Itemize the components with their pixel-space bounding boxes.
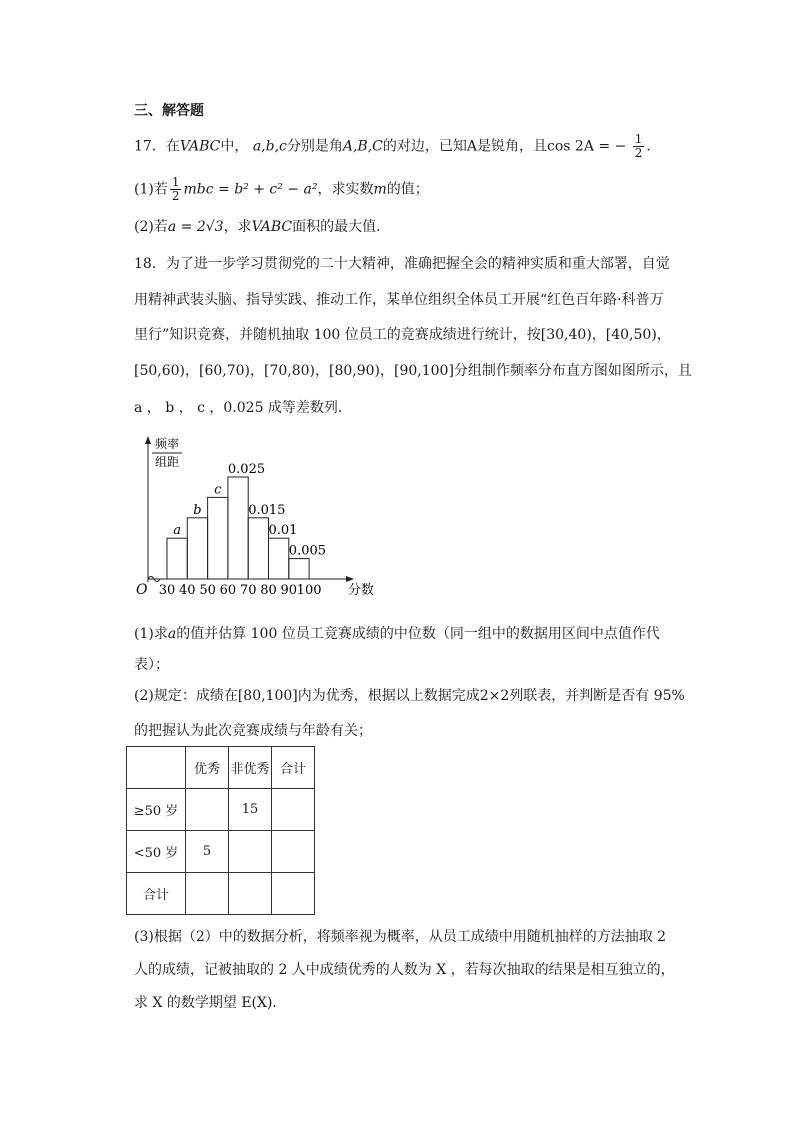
histogram-bar <box>208 497 228 579</box>
q18-line-2: 用精神武装头脑、指导实践、推动工作，某单位组织全体员工开展“红色百年路·科普万 <box>134 292 664 308</box>
q17-part1: (1)若 $\frac{1}{2}$ mbc = b² + c² − a²，求实数m的值； <box>134 175 429 203</box>
x-tick-label: 50 <box>199 583 216 598</box>
histogram-bar <box>167 538 187 579</box>
q18-line-1: 18．为了进一步学习贯彻党的二十大精神，准确把握全会的精神实质和重大部署，自觉 <box>134 256 670 272</box>
origin-label: O <box>136 582 148 598</box>
x-tick-label: 90 <box>280 583 298 598</box>
ylabel-bottom: 组距 <box>154 455 180 469</box>
q18-part2-line-1: (2)规定：成绩在[80,100]内为优秀，根据以上数据完成2×2列联表，并判断是否有 95% <box>134 688 685 704</box>
x-tick-label: 60 <box>219 583 237 598</box>
x-tick-label: 40 <box>179 583 196 598</box>
section-title: 三、解答题 <box>134 103 204 119</box>
q18-line-4: [50,60)，[60,70)，[70,80)，[80,90)，[90,100]分组制作频率分布直方图如图所示，且 <box>134 363 692 379</box>
fraction-one-half: $\frac{1}{2}$ <box>634 132 643 160</box>
histogram-bar <box>289 559 309 579</box>
bar-value-label: 0.01 <box>268 523 298 539</box>
table-cell <box>272 831 315 873</box>
table-cell: 15 <box>229 789 272 831</box>
y-axis-arrow <box>145 436 151 444</box>
x-tick-label: 80 <box>260 583 277 598</box>
bar-value-label: 0.015 <box>248 502 286 518</box>
frequency-histogram <box>130 432 375 602</box>
x-tick-label: 30 <box>158 583 176 598</box>
table-cell <box>229 831 272 873</box>
table-cell <box>127 747 186 789</box>
x-tick-label: 70 <box>239 583 257 598</box>
bar-value-label: 0.005 <box>288 543 327 559</box>
q18-part2-line-2: 的把握认为此次竞赛成绩与年龄有关； <box>134 723 372 739</box>
histogram-bar <box>228 477 248 579</box>
table-header-row <box>127 747 315 789</box>
q18-part3-line-3: 求 X 的数学期望 E(X)． <box>134 995 287 1011</box>
table-cell: 合计 <box>127 873 186 915</box>
table-row <box>127 789 315 831</box>
histogram-bar <box>248 518 268 579</box>
bar-value-label: c <box>214 482 222 498</box>
q18-part3-line-1: (3)根据（2）中的数据分析，将频率视为概率，从员工成绩中用随机抽样的方法抽取 2 <box>134 929 667 945</box>
q18-part1-line-1: (1)求a的值并估算 100 位员工竞赛成绩的中位数（同一组中的数据用区间中点值作代 <box>134 626 660 642</box>
table-cell: 5 <box>186 831 229 873</box>
table-cell <box>272 789 315 831</box>
bar-value-label: 0.025 <box>227 462 266 477</box>
table-row <box>127 831 315 873</box>
table-cell: <50 岁 <box>127 831 186 873</box>
table-cell: 非优秀 <box>229 747 272 789</box>
table-cell: 优秀 <box>186 747 229 789</box>
x-axis-label: 分数 <box>348 583 375 598</box>
histogram-bar <box>187 518 207 579</box>
fraction-one-half: $\frac{1}{2}$ <box>171 175 180 203</box>
x-axis-arrow <box>346 576 354 582</box>
q17-intro: 17．在VABC中， a,b,c分别是角A,B,C的对边，已知A是锐角，且cos 2A = − $\frac{1}{2}$ ． <box>134 132 661 160</box>
ylabel-top: 频率 <box>154 437 180 451</box>
bar-value-label: a <box>173 523 182 539</box>
q18-part3-line-2: 人的成绩，记被抽取的 2 人中成绩优秀的人数为 X ，若每次抽取的结果是相互独立的， <box>134 962 675 978</box>
bar-value-label: b <box>193 502 202 518</box>
table-cell <box>186 789 229 831</box>
table-cell <box>229 873 272 915</box>
table-cell <box>272 873 315 915</box>
table-cell <box>186 873 229 915</box>
x-tick-label: 100 <box>296 583 322 598</box>
q17-part2: (2)若a = 2√3，求VABC面积的最大值． <box>134 219 391 235</box>
q18-part1-line-2: 表）； <box>134 657 169 673</box>
histogram-bar <box>269 538 289 579</box>
table-row <box>127 873 315 915</box>
table-cell: ≥50 岁 <box>127 789 186 831</box>
contingency-table <box>126 746 315 915</box>
q18-line-3: 里行”知识竞赛，并随机抽取 100 位员工的竞赛成绩进行统计，按[30,40)，[40,50)， <box>134 327 671 343</box>
q18-line-5: a ， b ， c ，0.025 成等差数列． <box>134 400 352 416</box>
table-cell: 合计 <box>272 747 315 789</box>
